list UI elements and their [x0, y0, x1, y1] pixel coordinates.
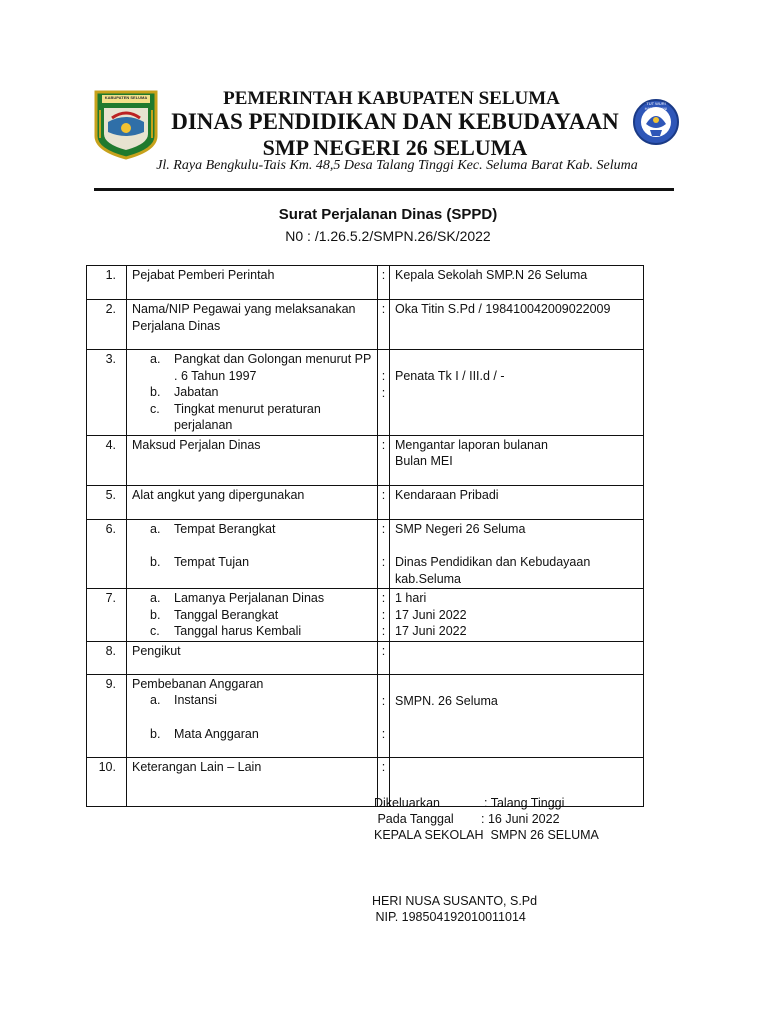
table-row	[87, 519, 644, 589]
row-value: Kendaraan Pribadi	[390, 485, 644, 519]
document-number: N0 : /1.26.5.2/SMPN.26/SK/2022	[285, 228, 491, 244]
row-label: Keterangan Lain – Lain	[127, 757, 378, 806]
sub-marker: c.	[150, 624, 160, 638]
row-number: 10.	[87, 757, 127, 806]
sub-marker: b.	[150, 555, 161, 569]
colon: :	[381, 693, 386, 708]
row-number: 5.	[87, 485, 127, 519]
sub-marker: c.	[150, 401, 160, 416]
row-number: 8.	[87, 641, 127, 674]
sub-marker: a.	[150, 521, 161, 536]
row-colon	[378, 350, 390, 436]
document-title: Surat Perjalanan Dinas (SPPD)	[278, 206, 498, 223]
colon: :	[381, 369, 386, 383]
sub-label: Tempat Berangkat	[174, 521, 276, 536]
issued-label: Dikeluarkan	[374, 796, 441, 810]
row-value	[390, 519, 644, 589]
row-colon: :	[378, 485, 390, 519]
row-colon	[378, 519, 390, 589]
row-value	[390, 589, 644, 642]
table-row	[87, 485, 644, 519]
row-value	[390, 350, 644, 436]
sub-label: Tanggal Berangkat	[174, 607, 279, 622]
table-row	[87, 641, 644, 674]
sub-heading: Pembebanan Anggaran	[132, 676, 264, 691]
date-label: Pada Tanggal	[374, 812, 454, 826]
row-label	[127, 674, 378, 757]
header-department: DINAS PENDIDIKAN DAN KEBUDAYAAN	[171, 109, 619, 134]
sub-marker: b.	[150, 385, 161, 399]
value-text: 17 Juni 2022	[395, 624, 467, 638]
colon: :	[381, 727, 386, 741]
table-row	[87, 350, 644, 436]
header-school: SMP NEGERI 26 SELUMA	[262, 135, 528, 160]
table-row	[87, 589, 644, 642]
value-text: SMP Negeri 26 Seluma	[395, 521, 526, 536]
sub-label: Tingkat menurut peraturan perjalanan	[174, 401, 321, 432]
sub-label: Tanggal harus Kembali	[174, 624, 302, 638]
sub-marker: a.	[150, 693, 161, 707]
row-label: Maksud Perjalan Dinas	[127, 435, 378, 485]
header-government: PEMERINTAH KABUPATEN SELUMA	[223, 88, 560, 109]
table-row	[87, 435, 644, 485]
row-number: 7.	[87, 589, 127, 642]
row-value: Oka Titin S.Pd / 198410042009022009	[390, 300, 644, 350]
row-value	[390, 641, 644, 674]
sppd-table	[86, 265, 644, 807]
colon: :	[381, 607, 386, 622]
colon: :	[381, 385, 386, 400]
row-label	[127, 350, 378, 436]
row-number: 1.	[87, 266, 127, 300]
value-text: Dinas Pendidikan dan Kebudayaan kab.Seluma	[395, 555, 591, 586]
row-label: Pejabat Pemberi Perintah	[127, 266, 378, 300]
colon: :	[381, 521, 386, 536]
row-colon: :	[378, 641, 390, 674]
row-colon: :	[378, 757, 390, 806]
colon: :	[381, 555, 386, 569]
sub-label: Lamanya Perjalanan Dinas	[174, 591, 325, 605]
sub-marker: a.	[150, 352, 161, 366]
row-colon	[378, 589, 390, 642]
row-colon: :	[378, 266, 390, 300]
value-text: 17 Juni 2022	[395, 607, 467, 622]
sub-marker: b.	[150, 726, 161, 741]
table-row	[87, 266, 644, 300]
header-address: Jl. Raya Bengkulu-Tais Km. 48,5 Desa Talang Tinggi Kec. Seluma Barat Kab. Seluma	[156, 158, 638, 173]
issued-value: : Talang Tinggi	[484, 796, 565, 810]
sub-label: Instansi	[174, 693, 218, 707]
colon: :	[381, 624, 386, 638]
row-value	[390, 435, 644, 485]
sub-marker: a.	[150, 591, 161, 605]
row-number: 4.	[87, 435, 127, 485]
value-text: Mengantar laporan bulanan	[395, 437, 548, 452]
sub-marker: b.	[150, 607, 161, 622]
row-number: 6.	[87, 519, 127, 589]
date-value: : 16 Juni 2022	[481, 812, 560, 826]
sub-label: Jabatan	[174, 385, 219, 399]
row-value	[390, 674, 644, 757]
value-text: 1 hari	[395, 591, 427, 605]
row-label: Nama/NIP Pegawai yang melaksanakan Perjalana Dinas	[127, 300, 378, 350]
row-value: Kepala Sekolah SMP.N 26 Seluma	[390, 266, 644, 300]
signatory-nip: NIP. 198504192010011014	[372, 910, 526, 924]
row-label: Pengikut	[127, 641, 378, 674]
header-divider	[94, 188, 674, 191]
row-number: 3.	[87, 350, 127, 436]
row-number: 2.	[87, 300, 127, 350]
left-logo-text: KABUPATEN SELUMA	[104, 95, 148, 100]
table-row	[87, 674, 644, 757]
right-logo-text: TUT WURI HANDAYANI	[644, 101, 668, 111]
row-colon	[378, 674, 390, 757]
row-label	[127, 589, 378, 642]
row-label: Alat angkut yang dipergunakan	[127, 485, 378, 519]
value-text: SMPN. 26 Seluma	[395, 693, 498, 708]
value-text: Penata Tk I / III.d / -	[395, 369, 505, 383]
row-number: 9.	[87, 674, 127, 757]
sub-label: Pangkat dan Golongan menurut PP . 6 Tahun 1997	[174, 352, 372, 383]
sub-label: Mata Anggaran	[174, 726, 259, 741]
sub-label: Tempat Tujan	[174, 555, 250, 569]
signatory-position: KEPALA SEKOLAH SMPN 26 SELUMA	[374, 828, 599, 842]
signatory-name: HERI NUSA SUSANTO, S.Pd	[372, 894, 538, 908]
table-row	[87, 300, 644, 350]
row-colon: :	[378, 435, 390, 485]
colon: :	[381, 591, 386, 605]
row-label	[127, 519, 378, 589]
row-colon: :	[378, 300, 390, 350]
value-text: Bulan MEI	[395, 454, 453, 468]
